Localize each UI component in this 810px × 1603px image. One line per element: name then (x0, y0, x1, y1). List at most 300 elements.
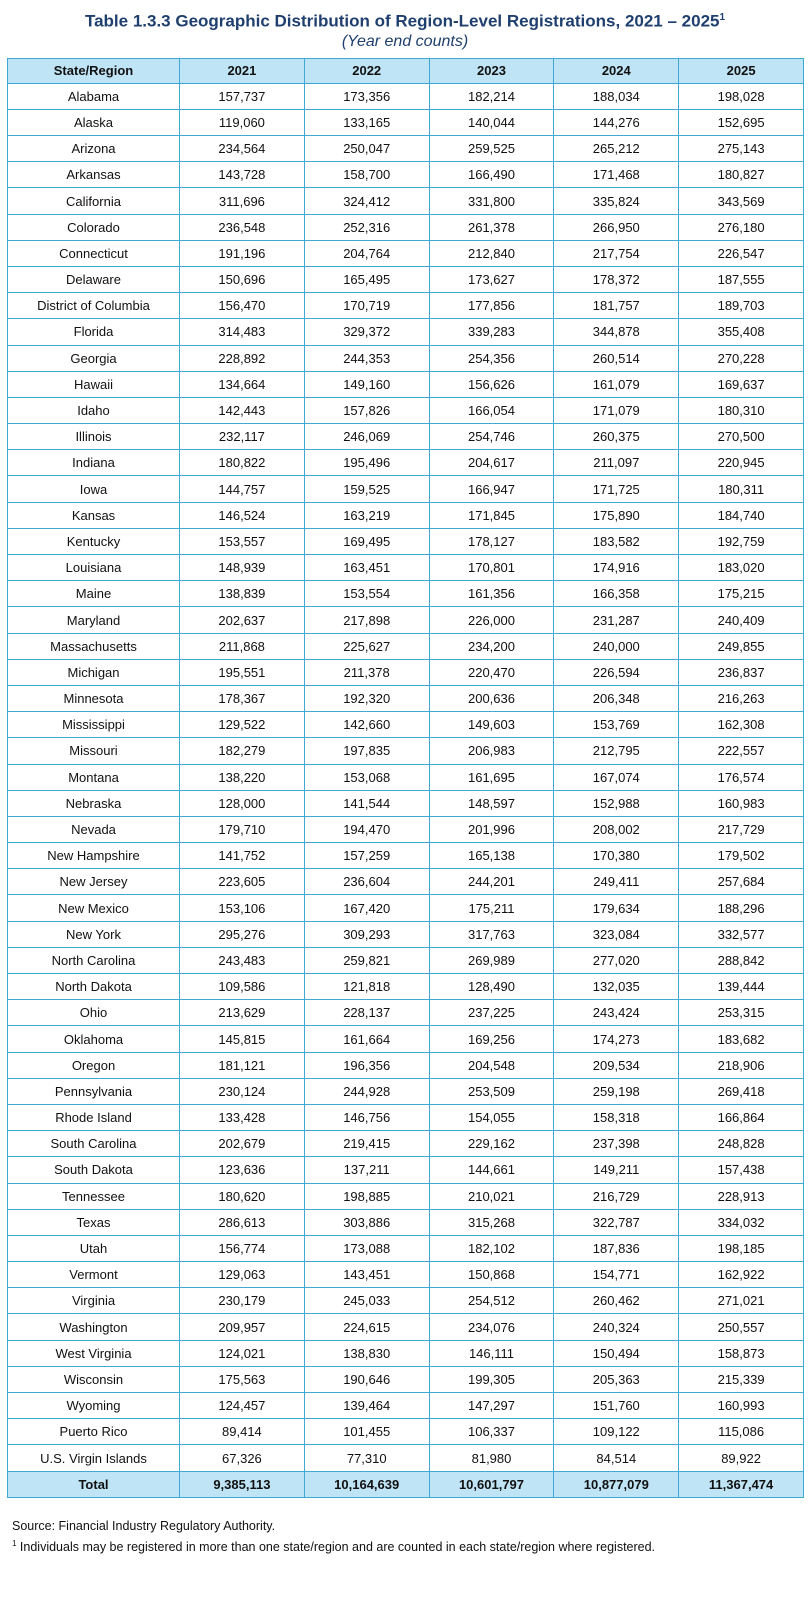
table-row (8, 1209, 804, 1235)
value-cell: 259,198 (554, 1078, 679, 1104)
state-name-cell: California (8, 188, 180, 214)
value-cell: 234,076 (429, 1314, 554, 1340)
table-row (8, 1078, 804, 1104)
value-cell: 253,509 (429, 1078, 554, 1104)
value-cell: 218,906 (679, 1052, 804, 1078)
table-row (8, 371, 804, 397)
state-name-cell: New Jersey (8, 869, 180, 895)
value-cell: 109,122 (554, 1419, 679, 1445)
state-name-cell: Arizona (8, 136, 180, 162)
state-name-cell: Louisiana (8, 555, 180, 581)
value-cell: 139,444 (679, 974, 804, 1000)
value-cell: 150,696 (180, 266, 305, 292)
value-cell: 143,728 (180, 162, 305, 188)
value-cell: 252,316 (304, 214, 429, 240)
table-row (8, 738, 804, 764)
value-cell: 150,868 (429, 1262, 554, 1288)
state-name-cell: Arkansas (8, 162, 180, 188)
value-cell: 245,033 (304, 1288, 429, 1314)
state-name-cell: Hawaii (8, 371, 180, 397)
state-name-cell: Nebraska (8, 790, 180, 816)
table-row (8, 816, 804, 842)
value-cell: 223,605 (180, 869, 305, 895)
value-cell: 217,729 (679, 816, 804, 842)
value-cell: 179,634 (554, 895, 679, 921)
value-cell: 158,873 (679, 1340, 804, 1366)
value-cell: 212,840 (429, 240, 554, 266)
table-row (8, 83, 804, 109)
state-name-cell: Pennsylvania (8, 1078, 180, 1104)
value-cell: 148,597 (429, 790, 554, 816)
title-footnote-mark: 1 (719, 12, 726, 23)
value-cell: 202,679 (180, 1131, 305, 1157)
value-cell: 139,464 (304, 1393, 429, 1419)
value-cell: 152,988 (554, 790, 679, 816)
value-cell: 184,740 (679, 502, 804, 528)
value-cell: 191,196 (180, 240, 305, 266)
table-row (8, 109, 804, 135)
registrations-table (7, 58, 804, 1498)
state-name-cell: South Dakota (8, 1157, 180, 1183)
table-row (8, 1131, 804, 1157)
table-row (8, 293, 804, 319)
table-title (0, 8, 810, 32)
value-cell: 175,563 (180, 1366, 305, 1392)
state-name-cell: Delaware (8, 266, 180, 292)
value-cell: 138,220 (180, 764, 305, 790)
state-name-cell: West Virginia (8, 1340, 180, 1366)
value-cell: 158,318 (554, 1104, 679, 1130)
value-cell: 332,577 (679, 921, 804, 947)
value-cell: 240,000 (554, 633, 679, 659)
value-cell: 162,922 (679, 1262, 804, 1288)
value-cell: 152,695 (679, 109, 804, 135)
value-cell: 335,824 (554, 188, 679, 214)
value-cell: 216,263 (679, 685, 804, 711)
table-row (8, 581, 804, 607)
value-cell: 208,002 (554, 816, 679, 842)
value-cell: 277,020 (554, 947, 679, 973)
table-row (8, 555, 804, 581)
table-row (8, 843, 804, 869)
state-name-cell: Missouri (8, 738, 180, 764)
value-cell: 309,293 (304, 921, 429, 947)
value-cell: 189,703 (679, 293, 804, 319)
table-row (8, 1366, 804, 1392)
value-cell: 244,353 (304, 345, 429, 371)
value-cell: 140,044 (429, 109, 554, 135)
value-cell: 222,557 (679, 738, 804, 764)
table-row (8, 1393, 804, 1419)
table-row (8, 214, 804, 240)
value-cell: 237,225 (429, 1000, 554, 1026)
value-cell: 187,836 (554, 1235, 679, 1261)
value-cell: 213,629 (180, 1000, 305, 1026)
value-cell: 153,106 (180, 895, 305, 921)
value-cell: 324,412 (304, 188, 429, 214)
value-cell: 311,696 (180, 188, 305, 214)
value-cell: 89,414 (180, 1419, 305, 1445)
table-row (8, 921, 804, 947)
value-cell: 146,756 (304, 1104, 429, 1130)
column-header: 2021 (180, 58, 305, 83)
value-cell: 133,428 (180, 1104, 305, 1130)
value-cell: 229,162 (429, 1131, 554, 1157)
value-cell: 192,759 (679, 528, 804, 554)
value-cell: 192,320 (304, 685, 429, 711)
value-cell: 201,996 (429, 816, 554, 842)
value-cell: 240,324 (554, 1314, 679, 1340)
value-cell: 244,201 (429, 869, 554, 895)
value-cell: 175,211 (429, 895, 554, 921)
value-cell: 178,372 (554, 266, 679, 292)
table-row (8, 712, 804, 738)
state-name-cell: Indiana (8, 450, 180, 476)
value-cell: 159,525 (304, 476, 429, 502)
table-row (8, 1000, 804, 1026)
value-cell: 205,363 (554, 1366, 679, 1392)
value-cell: 128,000 (180, 790, 305, 816)
value-cell: 243,424 (554, 1000, 679, 1026)
value-cell: 174,273 (554, 1026, 679, 1052)
value-cell: 195,496 (304, 450, 429, 476)
value-cell: 295,276 (180, 921, 305, 947)
value-cell: 157,259 (304, 843, 429, 869)
state-name-cell: Florida (8, 319, 180, 345)
value-cell: 323,084 (554, 921, 679, 947)
table-row (8, 1026, 804, 1052)
value-cell: 322,787 (554, 1209, 679, 1235)
value-cell: 220,945 (679, 450, 804, 476)
value-cell: 156,626 (429, 371, 554, 397)
value-cell: 106,337 (429, 1419, 554, 1445)
value-cell: 343,569 (679, 188, 804, 214)
value-cell: 303,886 (304, 1209, 429, 1235)
state-name-cell: Vermont (8, 1262, 180, 1288)
value-cell: 249,411 (554, 869, 679, 895)
value-cell: 224,615 (304, 1314, 429, 1340)
value-cell: 157,826 (304, 397, 429, 423)
value-cell: 198,885 (304, 1183, 429, 1209)
table-row (8, 974, 804, 1000)
value-cell: 228,892 (180, 345, 305, 371)
value-cell: 124,457 (180, 1393, 305, 1419)
value-cell: 163,451 (304, 555, 429, 581)
title-text: Table 1.3.3 Geographic Distribution of Region-Level Registrations, 2021 – 2025 (84, 11, 720, 31)
state-name-cell: Maine (8, 581, 180, 607)
value-cell: 355,408 (679, 319, 804, 345)
value-cell: 234,200 (429, 633, 554, 659)
state-name-cell: Utah (8, 1235, 180, 1261)
column-header: 2023 (429, 58, 554, 83)
value-cell: 129,522 (180, 712, 305, 738)
state-name-cell: Massachusetts (8, 633, 180, 659)
value-cell: 261,378 (429, 214, 554, 240)
state-name-cell: Texas (8, 1209, 180, 1235)
state-name-cell: District of Columbia (8, 293, 180, 319)
column-header: State/Region (8, 58, 180, 83)
table-row (8, 266, 804, 292)
value-cell: 169,495 (304, 528, 429, 554)
state-name-cell: Illinois (8, 424, 180, 450)
value-cell: 225,627 (304, 633, 429, 659)
value-cell: 142,443 (180, 397, 305, 423)
value-cell: 173,627 (429, 266, 554, 292)
value-cell: 147,297 (429, 1393, 554, 1419)
value-cell: 178,367 (180, 685, 305, 711)
value-cell: 177,856 (429, 293, 554, 319)
value-cell: 175,215 (679, 581, 804, 607)
table-row (8, 528, 804, 554)
value-cell: 149,603 (429, 712, 554, 738)
value-cell: 171,725 (554, 476, 679, 502)
value-cell: 180,822 (180, 450, 305, 476)
value-cell: 254,512 (429, 1288, 554, 1314)
value-cell: 196,356 (304, 1052, 429, 1078)
value-cell: 240,409 (679, 607, 804, 633)
value-cell: 170,719 (304, 293, 429, 319)
table-row (8, 1052, 804, 1078)
value-cell: 226,000 (429, 607, 554, 633)
table-row (8, 1314, 804, 1340)
value-cell: 153,769 (554, 712, 679, 738)
table-row (8, 502, 804, 528)
total-value-cell: 10,601,797 (429, 1471, 554, 1497)
value-cell: 198,185 (679, 1235, 804, 1261)
value-cell: 270,228 (679, 345, 804, 371)
value-cell: 173,356 (304, 83, 429, 109)
value-cell: 269,989 (429, 947, 554, 973)
value-cell: 236,837 (679, 659, 804, 685)
value-cell: 165,138 (429, 843, 554, 869)
value-cell: 211,868 (180, 633, 305, 659)
value-cell: 230,179 (180, 1288, 305, 1314)
table-row (8, 136, 804, 162)
value-cell: 161,356 (429, 581, 554, 607)
value-cell: 161,695 (429, 764, 554, 790)
state-name-cell: Idaho (8, 397, 180, 423)
value-cell: 141,544 (304, 790, 429, 816)
value-cell: 160,993 (679, 1393, 804, 1419)
table-row (8, 1104, 804, 1130)
value-cell: 166,947 (429, 476, 554, 502)
table-row (8, 240, 804, 266)
value-cell: 204,764 (304, 240, 429, 266)
footnote (12, 1535, 810, 1556)
value-cell: 171,845 (429, 502, 554, 528)
table-row (8, 450, 804, 476)
state-name-cell: Alaska (8, 109, 180, 135)
value-cell: 329,372 (304, 319, 429, 345)
total-value-cell: 9,385,113 (180, 1471, 305, 1497)
table-row (8, 764, 804, 790)
value-cell: 167,074 (554, 764, 679, 790)
state-name-cell: Wisconsin (8, 1366, 180, 1392)
state-name-cell: Ohio (8, 1000, 180, 1026)
value-cell: 183,582 (554, 528, 679, 554)
table-row (8, 1288, 804, 1314)
table-header (8, 58, 804, 83)
value-cell: 206,983 (429, 738, 554, 764)
header-row (8, 58, 804, 83)
value-cell: 217,898 (304, 607, 429, 633)
value-cell: 101,455 (304, 1419, 429, 1445)
state-name-cell: North Carolina (8, 947, 180, 973)
table-row (8, 397, 804, 423)
value-cell: 234,564 (180, 136, 305, 162)
table-row (8, 1445, 804, 1471)
state-name-cell: Connecticut (8, 240, 180, 266)
value-cell: 276,180 (679, 214, 804, 240)
value-cell: 132,035 (554, 974, 679, 1000)
value-cell: 109,586 (180, 974, 305, 1000)
value-cell: 202,637 (180, 607, 305, 633)
value-cell: 148,939 (180, 555, 305, 581)
value-cell: 181,757 (554, 293, 679, 319)
value-cell: 161,079 (554, 371, 679, 397)
total-row (8, 1471, 804, 1497)
state-name-cell: Kansas (8, 502, 180, 528)
value-cell: 149,211 (554, 1157, 679, 1183)
table-row (8, 1157, 804, 1183)
value-cell: 260,514 (554, 345, 679, 371)
value-cell: 199,305 (429, 1366, 554, 1392)
value-cell: 270,500 (679, 424, 804, 450)
value-cell: 254,356 (429, 345, 554, 371)
state-name-cell: Michigan (8, 659, 180, 685)
value-cell: 275,143 (679, 136, 804, 162)
value-cell: 334,032 (679, 1209, 804, 1235)
value-cell: 182,214 (429, 83, 554, 109)
value-cell: 144,276 (554, 109, 679, 135)
value-cell: 236,604 (304, 869, 429, 895)
value-cell: 84,514 (554, 1445, 679, 1471)
value-cell: 146,111 (429, 1340, 554, 1366)
value-cell: 216,729 (554, 1183, 679, 1209)
value-cell: 180,827 (679, 162, 804, 188)
value-cell: 209,534 (554, 1052, 679, 1078)
value-cell: 142,660 (304, 712, 429, 738)
value-cell: 250,557 (679, 1314, 804, 1340)
value-cell: 167,420 (304, 895, 429, 921)
value-cell: 119,060 (180, 109, 305, 135)
value-cell: 158,700 (304, 162, 429, 188)
value-cell: 250,047 (304, 136, 429, 162)
value-cell: 175,890 (554, 502, 679, 528)
state-name-cell: U.S. Virgin Islands (8, 1445, 180, 1471)
value-cell: 271,021 (679, 1288, 804, 1314)
value-cell: 231,287 (554, 607, 679, 633)
value-cell: 253,315 (679, 1000, 804, 1026)
value-cell: 194,470 (304, 816, 429, 842)
value-cell: 257,684 (679, 869, 804, 895)
value-cell: 165,495 (304, 266, 429, 292)
table-footer (8, 1471, 804, 1497)
value-cell: 170,801 (429, 555, 554, 581)
value-cell: 209,957 (180, 1314, 305, 1340)
table-row (8, 895, 804, 921)
table-subtitle: (Year end counts) (341, 32, 469, 50)
value-cell: 339,283 (429, 319, 554, 345)
table-row (8, 1340, 804, 1366)
value-cell: 244,928 (304, 1078, 429, 1104)
table-row (8, 424, 804, 450)
state-name-cell: Puerto Rico (8, 1419, 180, 1445)
value-cell: 157,737 (180, 83, 305, 109)
table-row (8, 607, 804, 633)
state-name-cell: North Dakota (8, 974, 180, 1000)
value-cell: 183,020 (679, 555, 804, 581)
state-name-cell: Virginia (8, 1288, 180, 1314)
table-row (8, 162, 804, 188)
value-cell: 154,055 (429, 1104, 554, 1130)
column-header: 2024 (554, 58, 679, 83)
value-cell: 144,661 (429, 1157, 554, 1183)
value-cell: 206,348 (554, 685, 679, 711)
value-cell: 153,554 (304, 581, 429, 607)
value-cell: 180,620 (180, 1183, 305, 1209)
value-cell: 141,752 (180, 843, 305, 869)
value-cell: 217,754 (554, 240, 679, 266)
table-row (8, 476, 804, 502)
value-cell: 123,636 (180, 1157, 305, 1183)
value-cell: 204,548 (429, 1052, 554, 1078)
value-cell: 188,034 (554, 83, 679, 109)
value-cell: 286,613 (180, 1209, 305, 1235)
value-cell: 128,490 (429, 974, 554, 1000)
state-name-cell: Rhode Island (8, 1104, 180, 1130)
value-cell: 133,165 (304, 109, 429, 135)
value-cell: 166,054 (429, 397, 554, 423)
value-cell: 137,211 (304, 1157, 429, 1183)
value-cell: 226,547 (679, 240, 804, 266)
value-cell: 143,451 (304, 1262, 429, 1288)
state-name-cell: Kentucky (8, 528, 180, 554)
total-value-cell: 10,877,079 (554, 1471, 679, 1497)
table-row (8, 1235, 804, 1261)
value-cell: 169,637 (679, 371, 804, 397)
value-cell: 200,636 (429, 685, 554, 711)
value-cell: 169,256 (429, 1026, 554, 1052)
value-cell: 190,646 (304, 1366, 429, 1392)
value-cell: 254,746 (429, 424, 554, 450)
table-row (8, 188, 804, 214)
value-cell: 178,127 (429, 528, 554, 554)
table-row (8, 633, 804, 659)
state-name-cell: Montana (8, 764, 180, 790)
value-cell: 174,916 (554, 555, 679, 581)
total-value-cell: 10,164,639 (304, 1471, 429, 1497)
value-cell: 171,079 (554, 397, 679, 423)
value-cell: 149,160 (304, 371, 429, 397)
value-cell: 153,068 (304, 764, 429, 790)
table-row (8, 1183, 804, 1209)
value-cell: 182,279 (180, 738, 305, 764)
value-cell: 232,117 (180, 424, 305, 450)
footnotes (12, 1518, 810, 1556)
value-cell: 259,821 (304, 947, 429, 973)
state-name-cell: Nevada (8, 816, 180, 842)
value-cell: 331,800 (429, 188, 554, 214)
value-cell: 237,398 (554, 1131, 679, 1157)
value-cell: 146,524 (180, 502, 305, 528)
value-cell: 160,983 (679, 790, 804, 816)
value-cell: 151,760 (554, 1393, 679, 1419)
state-name-cell: Maryland (8, 607, 180, 633)
value-cell: 157,438 (679, 1157, 804, 1183)
state-name-cell: Minnesota (8, 685, 180, 711)
table-row (8, 659, 804, 685)
